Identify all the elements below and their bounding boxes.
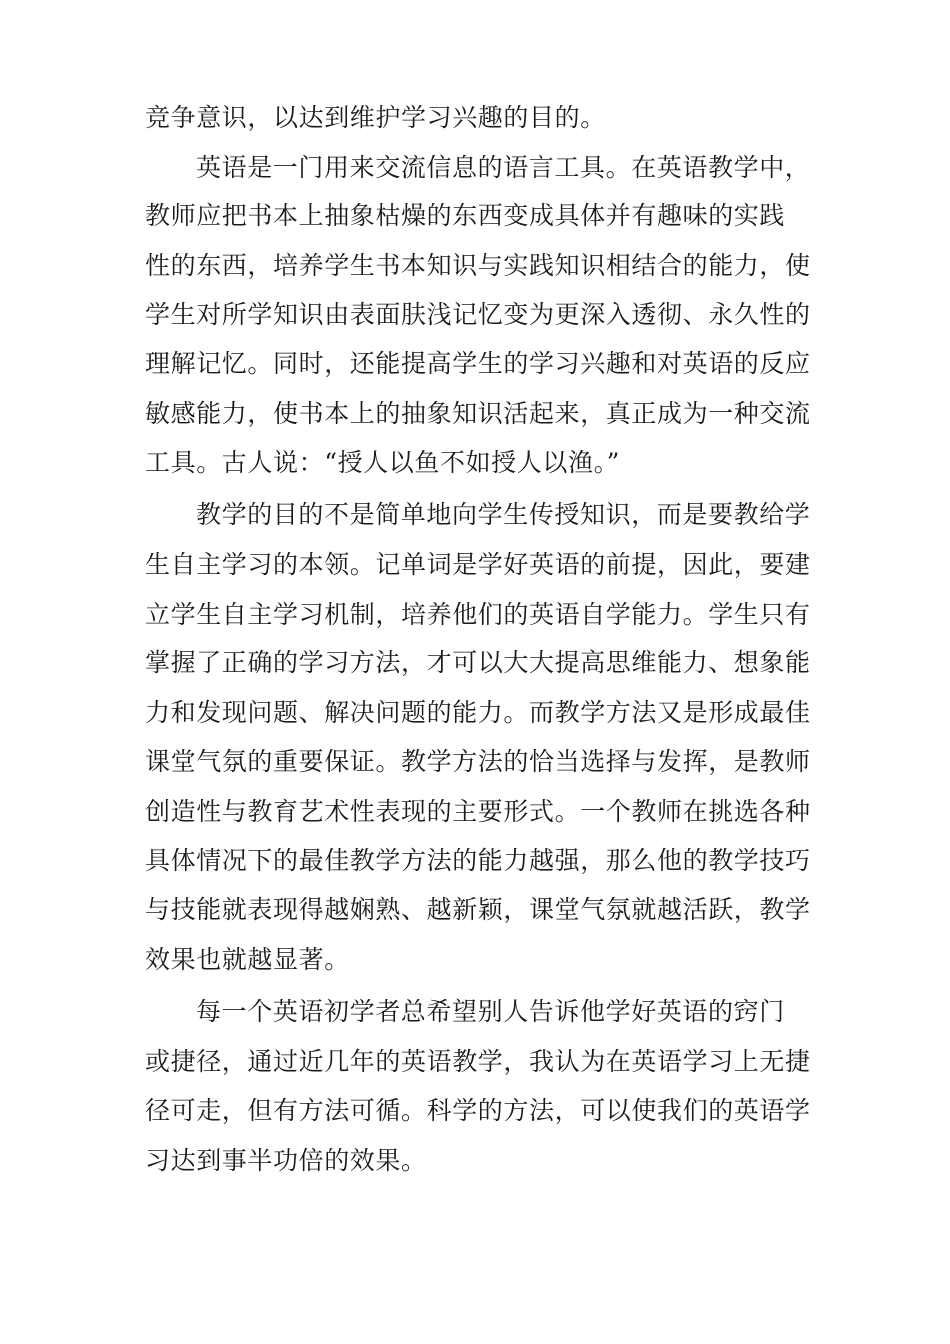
text-line: 竞争意识，以达到维护学习兴趣的目的。 [145,103,606,132]
text-line: 立学生自主学习机制，培养他们的英语自学能力。学生只有 [145,600,811,629]
text-line: 习达到事半功倍的效果。 [145,1146,427,1175]
text-line: 生自主学习的本领。记单词是学好英语的前提，因此，要建 [145,550,811,579]
text-line: 创造性与教育艺术性表现的主要形式。一个教师在挑选各种 [145,797,811,826]
text-line: 学生对所学知识由表面肤浅记忆变为更深入透彻、永久性的 [145,300,811,329]
paragraph-first-line: 每一个英语初学者总希望别人告诉他学好英语的窍门 [196,997,785,1026]
paragraph-first-line: 教学的目的不是简单地向学生传授知识，而是要教给学 [196,500,811,529]
text-line: 具体情况下的最佳教学方法的能力越强，那么他的教学技巧 [145,846,811,875]
text-line: 课堂气氛的重要保证。教学方法的恰当选择与发挥，是教师 [145,747,811,776]
text-line: 理解记忆。同时，还能提高学生的学习兴趣和对英语的反应 [145,349,811,378]
text-line: 与技能就表现得越娴熟、越新颖，课堂气氛就越活跃，教学 [145,895,811,924]
text-line: 效果也就越显著。 [145,945,350,974]
text-line: 径可走，但有方法可循。科学的方法，可以使我们的英语学 [145,1096,811,1125]
text-line: 教师应把书本上抽象枯燥的东西变成具体并有趣味的实践 [145,201,786,230]
text-line: 或捷径，通过近几年的英语教学，我认为在英语学习上无捷 [145,1047,811,1076]
text-line: 力和发现问题、解决问题的能力。而教学方法又是形成最佳 [145,698,811,727]
text-line: 性的东西，培养学生书本知识与实践知识相结合的能力，使 [145,251,811,280]
text-line: 敏感能力，使书本上的抽象知识活起来，真正成为一种交流 [145,399,811,428]
paragraph-first-line: 英语是一门用来交流信息的语言工具。在英语教学中， [196,153,811,182]
text-line: 工具。古人说：“授人以鱼不如授人以渔。” [145,448,621,477]
text-line: 掌握了正确的学习方法，才可以大大提高思维能力、想象能 [145,648,811,677]
